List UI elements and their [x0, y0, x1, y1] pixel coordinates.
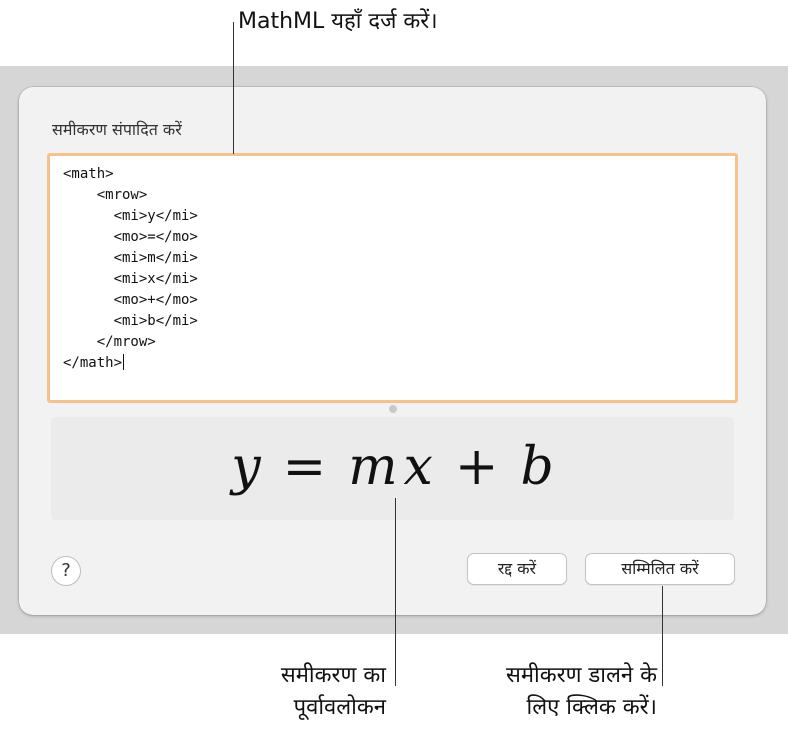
code-line: </mrow> [63, 334, 156, 350]
callout-insert-line1: समीकरण डालने के [505, 663, 657, 688]
cancel-button[interactable]: रद्द करें [467, 553, 567, 585]
code-line: <mi>x</mi> [63, 271, 198, 287]
equation-preview [51, 417, 734, 520]
dialog-title: समीकरण संपादित करें [52, 120, 182, 139]
help-button[interactable]: ? [51, 556, 81, 586]
var-m: m [348, 437, 398, 497]
code-line: <math> [63, 166, 114, 182]
callout-preview [230, 660, 386, 724]
callout-preview-line1: समीकरण का [280, 663, 386, 688]
equation-render [51, 439, 734, 495]
code-line: <mi>b</mi> [63, 313, 198, 329]
var-b: b [520, 437, 554, 497]
leader-line-mathml [233, 22, 234, 154]
code-line: <mi>m</mi> [63, 250, 198, 266]
code-line-text: </math> [63, 355, 123, 371]
text-cursor [123, 354, 124, 370]
code-line: <mi>y</mi> [63, 208, 198, 224]
mathml-editor[interactable] [47, 153, 738, 403]
insert-button[interactable]: सम्मिलित करें [585, 553, 735, 585]
leader-line-insert [662, 586, 663, 686]
code-line: <mrow> [63, 187, 148, 203]
callout-insert [430, 660, 657, 724]
code-line: <mo>=</mo> [63, 229, 198, 245]
code-line: <mo>+</mo> [63, 292, 198, 308]
resize-handle[interactable] [389, 405, 397, 413]
callout-insert-line2: लिए क्लिक करें। [526, 695, 657, 720]
callout-preview-line2: पूर्वावलोकन [293, 695, 386, 720]
callout-mathml: MathML यहाँ दर्ज करें। [238, 9, 438, 34]
leader-line-preview [395, 498, 396, 686]
code-line-last [63, 354, 124, 372]
var-y: y [231, 437, 261, 497]
op-plus: + [454, 437, 499, 497]
op-equals: = [282, 437, 327, 497]
var-x: x [403, 437, 433, 497]
